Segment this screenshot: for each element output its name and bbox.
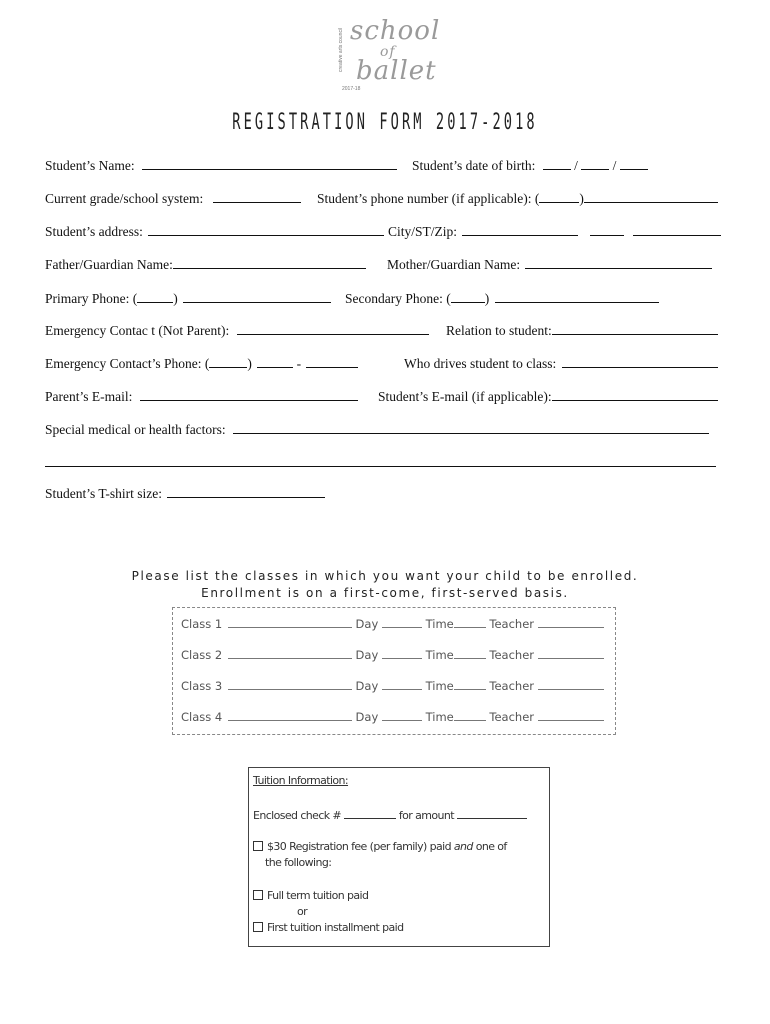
enrollment-line-2: Enrollment is on a first-come, first-served basis.: [201, 586, 569, 600]
teacher-label: Teacher: [489, 617, 534, 631]
student-phone-area-field[interactable]: [539, 191, 579, 203]
logo-year: 2017-18: [342, 86, 361, 92]
class-label: Class 1: [181, 617, 223, 631]
tuition-heading: Tuition Information:: [253, 774, 349, 787]
secondary-phone-field[interactable]: [495, 291, 659, 303]
time-label: Time: [425, 648, 454, 662]
enrollment-line-1: Please list the classes in which you want your child to be enrolled.: [131, 569, 639, 583]
parent-email-label: Parent’s E-mail:: [45, 389, 133, 404]
row-medical: [45, 422, 709, 438]
class-3-teacher-field[interactable]: [538, 679, 604, 690]
reg-fee-label: $30 Registration fee (per family) paid: [267, 840, 451, 853]
logo-line-ballet: ballet: [356, 56, 437, 86]
class-2-teacher-field[interactable]: [538, 648, 604, 659]
mother-label: Mother/Guardian Name:: [387, 257, 521, 272]
check-number-field[interactable]: [344, 807, 396, 819]
check-row: [253, 807, 527, 822]
emergency-contact-label: Emergency Contac t (Not Parent):: [45, 323, 230, 338]
student-phone-field[interactable]: [584, 191, 718, 203]
parent-email-field[interactable]: [140, 389, 358, 401]
student-email-field[interactable]: [552, 389, 718, 401]
class-row: [181, 710, 604, 724]
row-relation: [446, 323, 718, 339]
row-student-phone: Student’s phone number (if applicable): ( ): [317, 191, 718, 207]
day-label: Day: [355, 648, 379, 662]
teacher-label: Teacher: [489, 710, 534, 724]
row-grade: [45, 191, 301, 207]
full-term-checkbox[interactable]: [253, 890, 263, 900]
class-1-teacher-field[interactable]: [538, 617, 604, 628]
day-label: Day: [355, 710, 379, 724]
class-2-day-field[interactable]: [382, 648, 422, 659]
row-secondary-phone: Secondary Phone: ( ): [345, 291, 659, 307]
primary-phone-field[interactable]: [183, 291, 331, 303]
row-student-name: [45, 158, 397, 174]
dob-month-field[interactable]: [543, 158, 571, 170]
or-label: or: [297, 905, 308, 918]
tshirt-label: Student’s T-shirt size:: [45, 486, 163, 501]
day-label: Day: [355, 679, 379, 693]
class-row: [181, 679, 604, 693]
primary-phone-label: Primary Phone: (: [45, 291, 138, 306]
row-city: [388, 224, 721, 240]
class-3-day-field[interactable]: [382, 679, 422, 690]
emergency-phone-prefix-field[interactable]: [257, 356, 293, 368]
drives-label: Who drives student to class:: [404, 356, 557, 371]
first-installment-checkbox[interactable]: [253, 922, 263, 932]
dob-day-field[interactable]: [581, 158, 609, 170]
student-name-label: Student’s Name:: [45, 158, 135, 173]
class-row: [181, 648, 604, 662]
address-label: Student’s address:: [45, 224, 143, 239]
class-label: Class 2: [181, 648, 223, 662]
class-1-day-field[interactable]: [382, 617, 422, 628]
following-label: the following:: [265, 856, 332, 869]
medical-field-line-2[interactable]: [45, 466, 716, 467]
class-label: Class 4: [181, 710, 223, 724]
class-2-name-field[interactable]: [228, 648, 352, 659]
teacher-label: Teacher: [489, 648, 534, 662]
row-emergency-phone: Emergency Contact’s Phone: ( ) -: [45, 356, 358, 372]
time-label: Time: [425, 617, 454, 631]
row-primary-phone: Primary Phone: ( ): [45, 291, 331, 307]
day-label: Day: [355, 617, 379, 631]
class-list-box: [172, 607, 616, 735]
class-4-day-field[interactable]: [382, 710, 422, 721]
reg-fee-and: and: [453, 840, 473, 853]
full-term-row: [253, 889, 368, 902]
city-field[interactable]: [462, 224, 578, 236]
reg-fee-rest: one of: [475, 840, 507, 853]
emergency-contact-field[interactable]: [237, 323, 429, 335]
state-field[interactable]: [590, 224, 624, 236]
class-2-time-field[interactable]: [454, 648, 486, 659]
check-label: Enclosed check #: [253, 809, 342, 822]
grade-label: Current grade/school system:: [45, 191, 204, 206]
row-emergency-contact: [45, 323, 429, 339]
first-installment-label: First tuition installment paid: [267, 921, 404, 934]
drives-field[interactable]: [562, 356, 718, 368]
logo-line-of: of: [380, 44, 396, 60]
form-title: REGISTRATION FORM 2017-2018: [232, 110, 538, 135]
emergency-phone-line-field[interactable]: [306, 356, 358, 368]
amount-label: for amount: [398, 809, 454, 822]
row-father: [45, 257, 366, 273]
class-3-time-field[interactable]: [454, 679, 486, 690]
medical-label: Special medical or health factors:: [45, 422, 226, 437]
mother-field[interactable]: [525, 257, 712, 269]
student-name-field[interactable]: [142, 158, 397, 170]
tuition-box: [248, 767, 550, 947]
tshirt-field[interactable]: [167, 486, 325, 498]
time-label: Time: [425, 710, 454, 724]
dob-year-field[interactable]: [620, 158, 648, 170]
father-field[interactable]: [173, 257, 366, 269]
class-3-name-field[interactable]: [228, 679, 352, 690]
student-phone-label: Student’s phone number (if applicable): (: [317, 191, 540, 206]
city-label: City/ST/Zip:: [388, 224, 458, 239]
row-mother: [387, 257, 712, 273]
class-4-time-field[interactable]: [454, 710, 486, 721]
medical-field[interactable]: [233, 422, 709, 434]
row-address: [45, 224, 384, 240]
logo-line-school: school: [350, 16, 441, 46]
teacher-label: Teacher: [489, 679, 534, 693]
row-parent-email: [45, 389, 358, 405]
father-label: Father/Guardian Name:: [45, 257, 173, 272]
class-4-teacher-field[interactable]: [538, 710, 604, 721]
grade-field[interactable]: [213, 191, 301, 203]
zip-field[interactable]: [633, 224, 721, 236]
row-drives: [404, 356, 718, 372]
class-label: Class 3: [181, 679, 223, 693]
secondary-phone-label: Secondary Phone: (: [345, 291, 451, 306]
class-4-name-field[interactable]: [228, 710, 352, 721]
emergency-phone-area-field[interactable]: [209, 356, 247, 368]
class-1-name-field[interactable]: [228, 617, 352, 628]
full-term-label: Full term tuition paid: [267, 889, 369, 902]
secondary-phone-area-field[interactable]: [451, 291, 485, 303]
class-row: [181, 617, 604, 631]
relation-label: Relation to student:: [446, 323, 552, 338]
student-email-label: Student’s E-mail (if applicable):: [378, 389, 552, 404]
emergency-phone-label: Emergency Contact’s Phone: (: [45, 356, 210, 371]
row-tshirt: [45, 486, 325, 502]
row-student-email: [378, 389, 718, 405]
dob-label: Student’s date of birth:: [412, 158, 536, 173]
amount-field[interactable]: [457, 807, 527, 819]
logo-side-text: creative arts council: [338, 27, 344, 72]
relation-field[interactable]: [552, 323, 718, 335]
row-dob: Student’s date of birth: / /: [412, 158, 648, 174]
time-label: Time: [425, 679, 454, 693]
address-field[interactable]: [148, 224, 384, 236]
reg-fee-row: [253, 840, 507, 853]
primary-phone-area-field[interactable]: [137, 291, 173, 303]
school-logo: [336, 10, 441, 92]
reg-fee-checkbox[interactable]: [253, 841, 263, 851]
first-installment-row: [253, 921, 404, 934]
class-1-time-field[interactable]: [454, 617, 486, 628]
